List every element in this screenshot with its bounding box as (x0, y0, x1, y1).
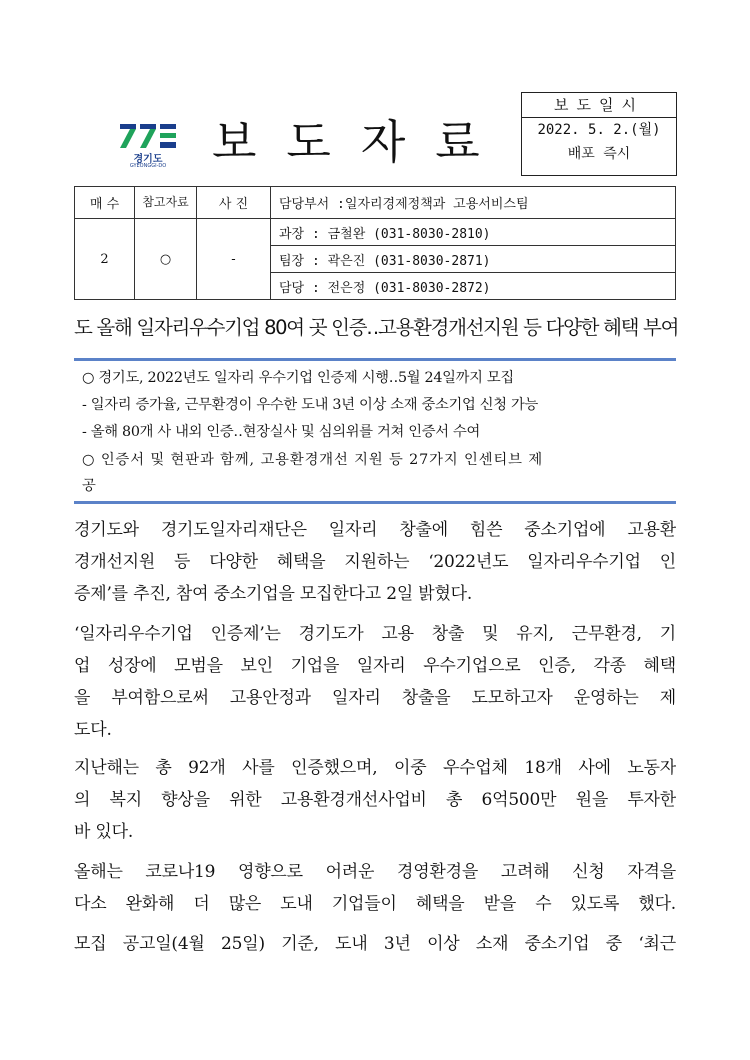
page-title: 보도자료 (212, 115, 510, 169)
summary-line: 공 (82, 478, 96, 494)
paragraph-line: 경개선지원 등 다양한 혜택을 지원하는 ‘2022년도 일자리우수기업 인 (74, 552, 676, 572)
paragraph-line: 증제’를 추진, 참여 중소기업을 모집한다고 2일 밝혔다. (74, 584, 473, 604)
reference-value: ○ (135, 219, 197, 300)
logo-text: 경기도 (133, 154, 163, 165)
paragraph-line: 을 부여함으로써 고용안정과 일자리 창출을 도모하고자 운영하는 제 (74, 688, 676, 708)
summary-line: - 올해 80개 사 내외 인증‥현장실사 및 심의위를 거쳐 인증서 수여 (82, 424, 481, 440)
headline: 도 올해 일자리우수기업 80여 곳 인증‥고용환경개선지원 등 다양한 혜택 부여 (74, 316, 679, 339)
summary-box (74, 358, 676, 504)
release-date-box (521, 92, 677, 176)
info-table (74, 186, 676, 300)
contact-staff: 담당 : 전은정 (031-8030-2872) (271, 273, 676, 300)
release-date: 2022. 5. 2.(월) (537, 122, 661, 138)
paragraph-line: 다소 완화해 더 많은 도내 기업들이 혜택을 받을 수 있도록 했다. (74, 894, 676, 914)
summary-line: - 일자리 증가율, 근무환경이 우수한 도내 3년 이상 소재 중소기업 신청 가능 (82, 397, 539, 413)
body-paragraph (74, 514, 676, 610)
paragraph-line: 올해는 코로나19 영향으로 어려운 경영환경을 고려해 신청 자격을 (74, 862, 676, 882)
reference-header: 참고자료 (135, 187, 197, 219)
contact-manager: 과장 : 금철완 (031-8030-2810) (271, 219, 676, 246)
logo-subtext: GYEONGGI-DO (129, 163, 167, 169)
pages-value: 2 (75, 219, 135, 300)
body-paragraph (74, 752, 676, 848)
paragraph-line: ‘일자리우수기업 인증제’는 경기도가 고용 창출 및 유지, 근무환경, 기 (74, 624, 676, 644)
contact-team-leader: 팀장 : 곽은진 (031-8030-2871) (271, 246, 676, 273)
paragraph-line: 도다. (74, 720, 112, 740)
photo-value: - (197, 219, 271, 300)
paragraph-line: 경기도와 경기도일자리재단은 일자리 창출에 힘쓴 중소기업에 고용환 (74, 520, 676, 540)
release-date-header: 보도일시 (522, 93, 676, 118)
department-cell: 담당부서 :일자리경제정책과 고용서비스팀 (271, 187, 676, 219)
paragraph-line: 바 있다. (74, 822, 134, 842)
photo-header: 사 진 (197, 187, 271, 219)
pages-header: 매 수 (75, 187, 135, 219)
summary-line: ○ 경기도, 2022년도 일자리 우수기업 인증제 시행‥5월 24일까지 모집 (82, 370, 514, 386)
summary-line: ○ 인증서 및 현판과 함께, 고용환경개선 지원 등 27가지 인센티브 제 (82, 452, 544, 468)
paragraph-line: 의 복지 향상을 위한 고용환경개선사업비 총 6억500만 원을 투자한 (74, 790, 676, 810)
body-paragraph (74, 928, 676, 960)
body-paragraph (74, 856, 676, 920)
body-paragraph (74, 618, 676, 746)
paragraph-line: 업 성장에 모범을 보인 기업을 일자리 우수기업으로 인증, 각종 혜택 (74, 656, 676, 676)
release-timing: 배포 즉시 (567, 146, 631, 162)
paragraph-line: 지난해는 총 92개 사를 인증했으며, 이중 우수업체 18개 사에 노동자 (74, 758, 676, 778)
paragraph-line: 모집 공고일(4월 25일) 기준, 도내 3년 이상 소재 중소기업 중 ‘최근 (74, 934, 676, 954)
